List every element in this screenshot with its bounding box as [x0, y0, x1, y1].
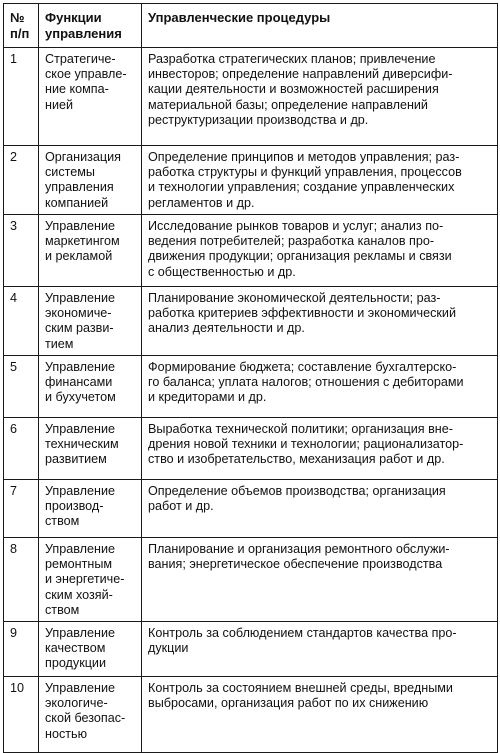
row-procedures	[142, 418, 498, 480]
function-line: ние компа-	[45, 82, 109, 97]
function-line: Управление	[45, 484, 116, 498]
procedure-line: Контроль за состоянием внешней среды, вредными	[148, 681, 453, 696]
row-number: 6	[4, 418, 39, 480]
row-function	[39, 215, 142, 287]
function-line: ством	[45, 602, 80, 617]
procedure-line: анализ деятельности и др.	[148, 321, 305, 336]
function-line: Стратегиче-	[45, 52, 116, 66]
function-line: Управление	[45, 422, 116, 436]
row-procedures	[142, 146, 498, 215]
procedure-line: работ и др.	[148, 499, 214, 514]
procedure-line: выбросами, организация работ по их снижению	[148, 696, 429, 711]
function-line: ством	[45, 514, 80, 529]
row-number: 1	[4, 48, 39, 146]
procedure-line: Исследование рынков товаров и услуг; анализ по-	[148, 219, 444, 233]
row-number: 10	[4, 677, 39, 753]
procedure-line: дукции	[148, 641, 189, 656]
function-line: Управление	[45, 360, 116, 374]
function-line: качеством	[45, 641, 106, 656]
procedure-line: Определение объемов производства; организация	[148, 484, 446, 498]
header-line: Функции	[45, 10, 102, 25]
table-row	[4, 418, 498, 480]
procedure-line: Выработка технической политики; организация вне-	[148, 422, 453, 436]
function-line: ским хозяй-	[45, 587, 113, 602]
procedure-line: с общественностью и др.	[148, 264, 296, 279]
header-line: п/п	[10, 25, 30, 41]
procedure-line: реструктуризации производства и др.	[148, 112, 369, 127]
function-line: Управление	[45, 681, 116, 696]
procedure-line: Разработка стратегических планов; привлечение	[148, 52, 436, 66]
function-line: и рекламой	[45, 249, 113, 264]
table-header-row	[4, 4, 498, 48]
function-line: ской безопас-	[45, 711, 126, 726]
function-line: управления	[45, 180, 114, 195]
procedure-line: Формирование бюджета; составление бухгалтерско-	[148, 360, 457, 374]
row-number: 4	[4, 287, 39, 356]
row-procedures	[142, 677, 498, 753]
table-row	[4, 480, 498, 538]
header-function	[39, 4, 142, 48]
function-line: Управление	[45, 542, 116, 556]
function-line: системы	[45, 165, 95, 180]
procedure-line: ство и изобретательство, механизация работ и др.	[148, 452, 445, 467]
row-procedures	[142, 538, 498, 622]
row-procedures	[142, 48, 498, 146]
function-line: ремонтным	[45, 557, 113, 572]
row-number: 9	[4, 622, 39, 677]
header-number	[4, 4, 39, 48]
header-procedures	[142, 4, 498, 48]
procedure-line: материальной базы; определение направлений	[148, 97, 428, 112]
table-row	[4, 48, 498, 146]
function-line: развитием	[45, 452, 107, 467]
row-function	[39, 146, 142, 215]
header-line: управления	[45, 25, 122, 41]
function-line: маркетингом	[45, 234, 120, 249]
procedure-line: движения продукции; организация рекламы и связи	[148, 249, 452, 264]
function-line: Управление	[45, 291, 116, 305]
row-function	[39, 287, 142, 356]
function-line: экономиче-	[45, 306, 112, 321]
table-body	[4, 48, 498, 753]
table-row	[4, 146, 498, 215]
function-line: техническим	[45, 437, 119, 452]
table-row	[4, 622, 498, 677]
function-line: компанией	[45, 195, 109, 210]
row-function	[39, 677, 142, 753]
row-function	[39, 418, 142, 480]
procedure-line: работка критериев эффективности и экономический	[148, 306, 456, 321]
row-procedures	[142, 356, 498, 418]
row-procedures	[142, 622, 498, 677]
procedure-line: Контроль за соблюдением стандартов качества про-	[148, 626, 457, 641]
function-line: ностью	[45, 726, 88, 741]
procedure-line: кации деятельности и возможностей расширения	[148, 82, 439, 97]
row-procedures	[142, 215, 498, 287]
row-number: 2	[4, 146, 39, 215]
row-number: 7	[4, 480, 39, 538]
procedure-line: дрения новой техники и технологии; рационализатор-	[148, 437, 464, 452]
table-row	[4, 538, 498, 622]
header-line: Управленческие процедуры	[148, 10, 331, 25]
procedure-line: регламентов и др.	[148, 195, 255, 210]
procedure-line: Определение принципов и методов управления; раз-	[148, 150, 460, 164]
row-function	[39, 622, 142, 677]
procedure-line: работка структуры и функций управления, процессов	[148, 165, 462, 180]
function-line: производ-	[45, 499, 104, 514]
function-line: финансами	[45, 375, 113, 390]
function-line: тием	[45, 336, 74, 351]
table-row	[4, 287, 498, 356]
function-line: ское управле-	[45, 67, 127, 82]
function-line: продукции	[45, 656, 106, 671]
row-function	[39, 48, 142, 146]
row-procedures	[142, 287, 498, 356]
function-line: нией	[45, 97, 74, 112]
function-line: Управление	[45, 219, 116, 233]
procedure-line: инвесторов; определение направлений диверсифи-	[148, 67, 453, 82]
row-function	[39, 538, 142, 622]
procedure-line: Планирование и организация ремонтного обслужи-	[148, 542, 450, 556]
row-procedures	[142, 480, 498, 538]
row-number: 8	[4, 538, 39, 622]
procedure-line: вания; энергетическое обеспечение производства	[148, 557, 443, 572]
row-function	[39, 480, 142, 538]
procedure-line: го баланса; уплата налогов; отношения с дебиторами	[148, 375, 464, 390]
table-row	[4, 356, 498, 418]
function-line: Управление	[45, 626, 116, 641]
table-row	[4, 215, 498, 287]
row-function	[39, 356, 142, 418]
procedure-line: ведения потребителей; разработка каналов про-	[148, 234, 435, 249]
header-line: №	[10, 10, 25, 25]
function-line: и энергетиче-	[45, 572, 125, 587]
row-number: 5	[4, 356, 39, 418]
function-line: экологиче-	[45, 696, 108, 711]
function-line: Организация	[45, 150, 121, 164]
function-line: и бухучетом	[45, 390, 116, 405]
procedure-line: и кредиторами и др.	[148, 390, 267, 405]
row-number: 3	[4, 215, 39, 287]
function-line: ским разви-	[45, 321, 114, 336]
management-functions-table	[3, 3, 498, 753]
procedure-line: и технологии управления; создание управленческих	[148, 180, 455, 195]
table-row	[4, 677, 498, 753]
procedure-line: Планирование экономической деятельности; раз-	[148, 291, 441, 305]
